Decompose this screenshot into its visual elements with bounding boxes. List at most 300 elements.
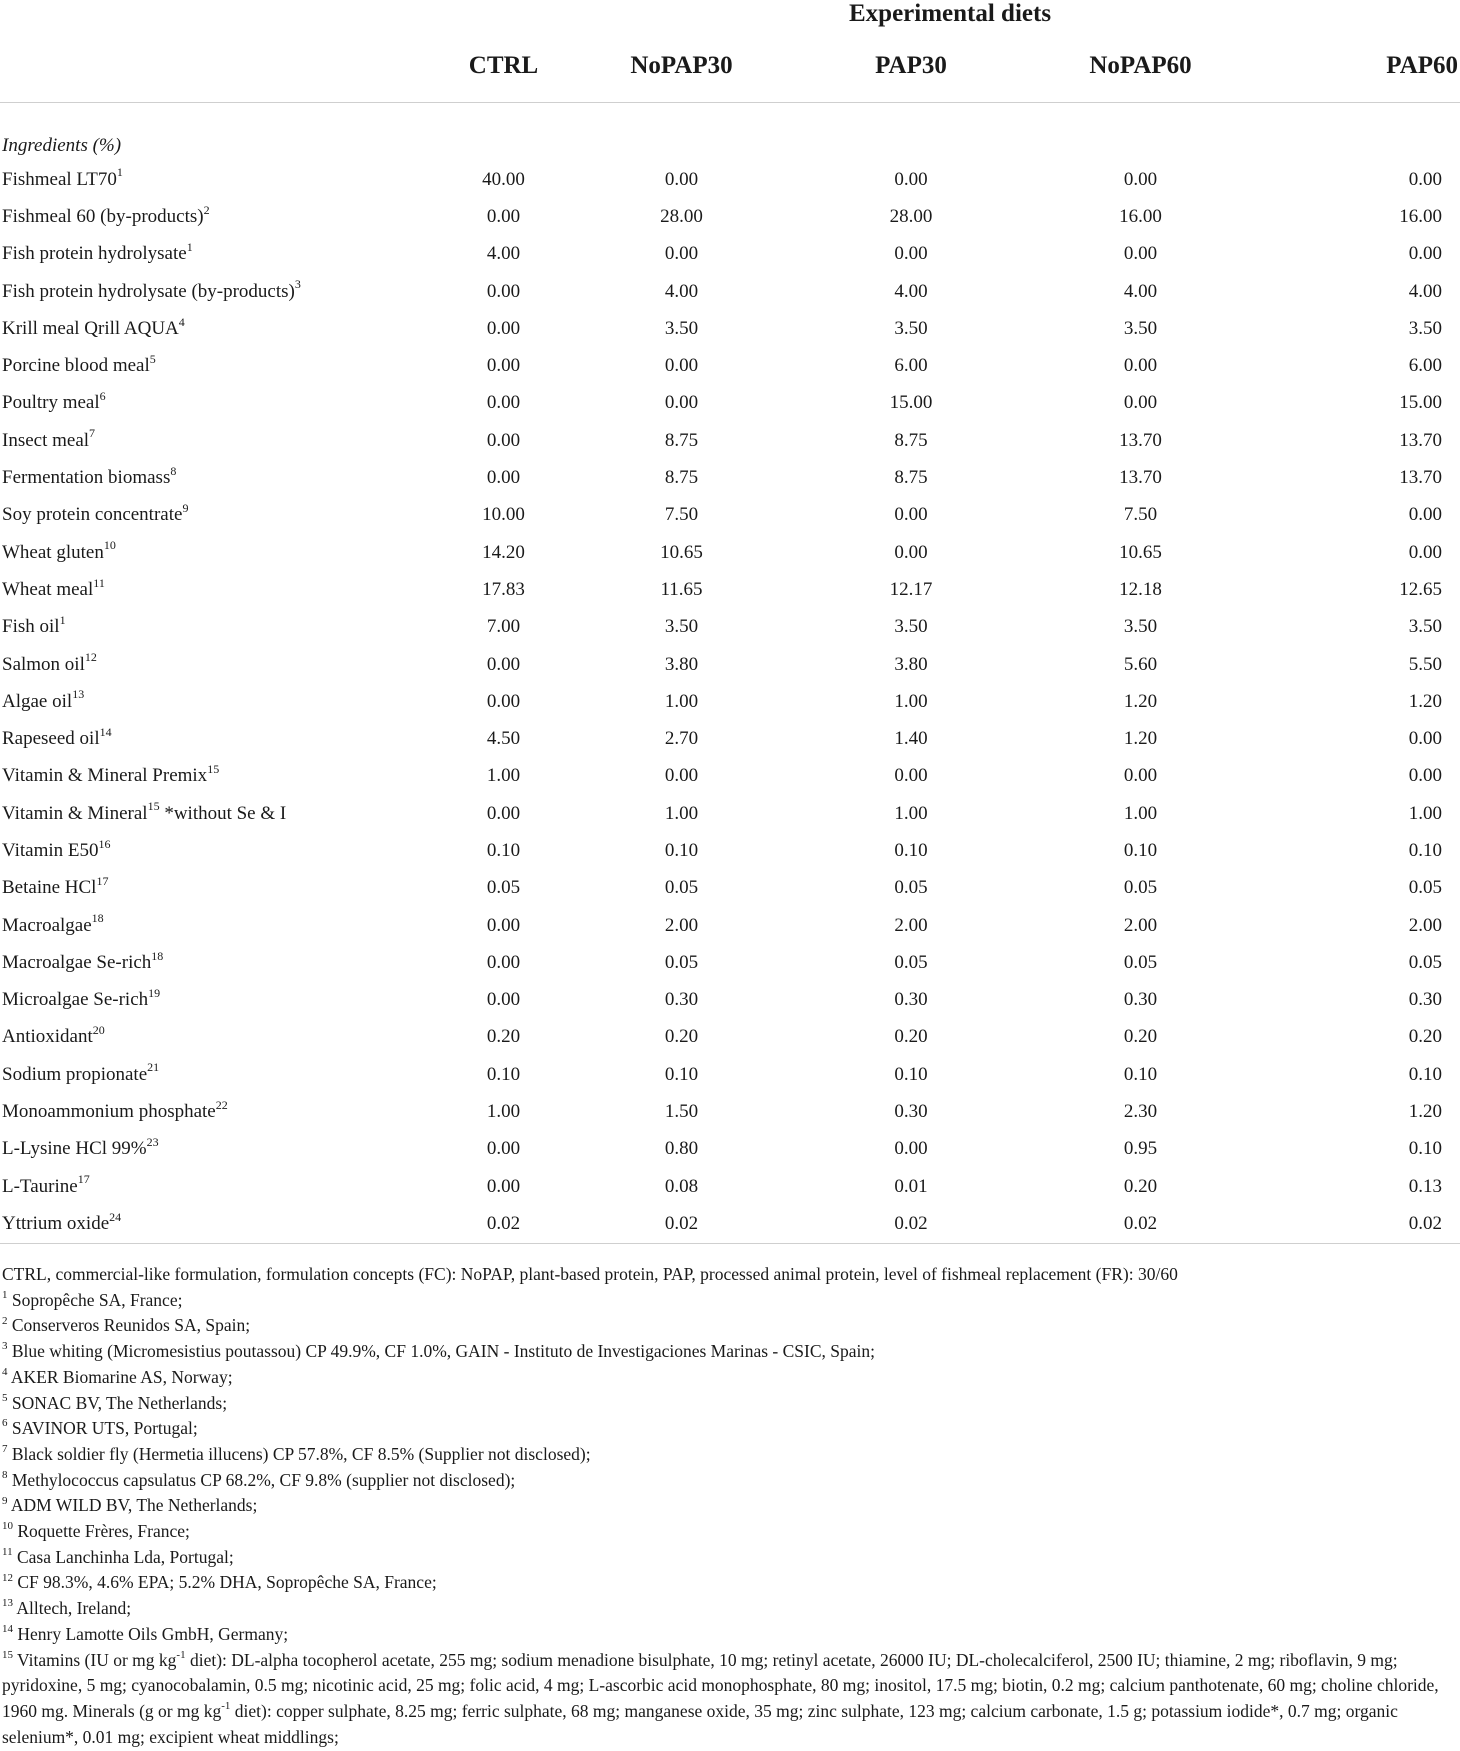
footnote-mark: 9 — [182, 500, 189, 515]
table-row — [0, 236, 1460, 273]
value-cell-pap30: 12.17 — [889, 578, 933, 600]
value-cell-pap30: 3.50 — [894, 616, 928, 638]
footnote-mark: 18 — [91, 911, 104, 926]
value-cell-nopap60: 10.65 — [1119, 541, 1162, 563]
footnote-number: 7 — [2, 1443, 8, 1456]
value-cell-nopap60: 0.00 — [1123, 168, 1158, 190]
ingredient-name: Wheat meal — [2, 578, 94, 600]
value-cell-pap60: 13.70 — [1399, 467, 1443, 489]
table-row — [0, 907, 1460, 944]
value-cell-nopap60: 4.00 — [1123, 280, 1158, 302]
value-cell-ctrl: 0.00 — [486, 914, 521, 936]
value-cell-ctrl: 0.00 — [486, 802, 521, 824]
footnote-text: Alltech, Ireland; — [13, 1598, 132, 1619]
value-cell-pap60: 13.70 — [1399, 429, 1443, 451]
group-header-experimental-diets: Experimental diets — [848, 0, 1052, 27]
value-cell-pap60: 0.13 — [1408, 1175, 1443, 1197]
abbreviations-note: CTRL, commercial-like formulation, formulation concepts (FC): NoPAP, plant-based protein, PAP, processed animal protein, level of fishmeal replacement (FR): 30/60 — [2, 1264, 1178, 1284]
value-cell-pap60: 0.00 — [1408, 504, 1443, 526]
footnote-mark: 15 — [207, 762, 220, 777]
value-cell-pap30: 1.40 — [894, 728, 928, 750]
value-cell-nopap60: 7.50 — [1123, 504, 1158, 526]
table-row — [0, 1131, 1460, 1168]
value-cell-pap30: 0.20 — [894, 1026, 928, 1048]
footnote-8 — [2, 1468, 1457, 1494]
footnote-mark: 21 — [147, 1060, 160, 1075]
footnote-mark: 12 — [84, 650, 97, 665]
value-cell-nopap60: 0.10 — [1123, 1063, 1158, 1085]
value-cell-nopap30: 0.00 — [664, 168, 699, 190]
footnote-text: Blue whiting (Micromesistius poutassou) CP 49.9%, CF 1.0%, GAIN - Instituto de Investigaciones Marinas - CSIC, Spain; — [7, 1341, 875, 1362]
footnote-mark: 22 — [215, 1097, 228, 1112]
footnote-1 — [2, 1288, 1457, 1314]
footnote-mark: 8 — [170, 463, 177, 478]
footnote-text: SONAC BV, The Netherlands; — [7, 1392, 228, 1413]
footnote-10 — [2, 1519, 1457, 1545]
footnote-5 — [2, 1391, 1457, 1417]
table-row — [0, 870, 1460, 907]
column-header-ctrl: CTRL — [440, 30, 567, 103]
footnote-text-part2: diet): DL-alpha tocopherol acetate, 255 mg; sodium menadione bisulphate, 10 mg; retinyl acetate, 26000 IU; DL-cholecalciferol, 2500 IU; thiamine, 2 mg; riboflavin, 9 mg; pyridoxine, 5 mg; cyanocobalamin, 0.5 mg; nicotinic acid, 25 mg; folic acid, 4 mg; L-ascorbic acid monophosphate, 80 mg; inositol, 17.5 mg; biotin, 0.2 mg; calcium panthotenate, 60 mg; choline chloride, 1960 mg. Minerals (g or mg kg — [2, 1649, 1439, 1721]
value-cell-ctrl: 0.20 — [486, 1026, 521, 1048]
footnote-text: SAVINOR UTS, Portugal; — [7, 1418, 198, 1439]
value-cell-nopap30: 1.00 — [664, 690, 699, 712]
value-cell-nopap30: 2.00 — [664, 914, 699, 936]
ingredient-name: Wheat gluten — [2, 541, 104, 563]
value-cell-ctrl: 0.00 — [486, 355, 521, 377]
table-row — [0, 1093, 1460, 1130]
footnote-14 — [2, 1622, 1457, 1648]
value-cell-nopap30: 0.02 — [567, 1205, 796, 1243]
table-row — [0, 944, 1460, 981]
section-label-ingredients: Ingredients (%) — [2, 135, 122, 156]
footnote-number: 3 — [2, 1340, 8, 1353]
footnote-13 — [2, 1596, 1457, 1622]
value-cell-ctrl: 0.10 — [486, 839, 521, 861]
ingredient-name: Vitamin & Mineral Premix — [2, 765, 208, 787]
value-cell-nopap60: 5.60 — [1123, 653, 1158, 675]
footnote-9 — [2, 1493, 1457, 1519]
table-row — [0, 385, 1460, 422]
value-cell-pap60: 0.05 — [1408, 951, 1443, 973]
value-cell-ctrl: 0.02 — [440, 1205, 567, 1243]
ingredient-name-cell — [0, 1205, 440, 1243]
ingredient-name: Algae oil — [2, 690, 73, 712]
ingredient-name: Krill meal Qrill AQUA — [2, 317, 179, 339]
table-footnotes — [2, 1262, 1457, 1750]
column-header-pap60: PAP60 — [1255, 30, 1460, 103]
value-cell-ctrl: 7.00 — [486, 616, 521, 638]
table-row — [0, 795, 1460, 832]
ingredient-name-cell — [0, 198, 440, 235]
value-cell-pap60: 16.00 — [1399, 205, 1443, 227]
value-cell-nopap30: 0.10 — [664, 839, 699, 861]
value-cell-nopap60: 1.00 — [1123, 802, 1158, 824]
value-cell-pap60: 3.50 — [1408, 616, 1443, 638]
value-cell-ctrl: 4.50 — [486, 728, 521, 750]
value-cell-pap30: 28.00 — [889, 205, 933, 227]
value-cell-pap30: 0.10 — [894, 1063, 928, 1085]
ingredient-name-cell — [0, 646, 440, 683]
value-cell-pap30: 0.02 — [796, 1205, 1026, 1243]
value-cell-nopap30: 8.75 — [664, 467, 699, 489]
ingredient-name-cell — [0, 422, 440, 459]
value-cell-nopap60: 0.00 — [1123, 765, 1158, 787]
footnote-mark: 3 — [294, 277, 301, 292]
footnote-mark: 17 — [96, 873, 109, 888]
footnote-number: 2 — [2, 1314, 8, 1327]
ingredient-name-cell — [0, 683, 440, 720]
table-row — [0, 534, 1460, 571]
footnote-text: Casa Lanchinha Lda, Portugal; — [12, 1546, 234, 1567]
footnote-number: 5 — [2, 1391, 8, 1404]
ingredient-name-cell — [0, 385, 440, 422]
footnote-7 — [2, 1442, 1457, 1468]
ingredient-name-cell — [0, 1131, 440, 1168]
value-cell-nopap60: 3.50 — [1123, 317, 1158, 339]
footnote-number: 10 — [2, 1520, 13, 1533]
table-row — [0, 273, 1460, 310]
ingredient-name: Rapeseed oil — [2, 728, 100, 750]
footnote-mark: 19 — [148, 985, 161, 1000]
ingredient-name-cell — [0, 1168, 440, 1205]
footnote-mark: 6 — [99, 389, 106, 404]
value-cell-pap60: 0.00 — [1408, 243, 1443, 265]
ingredient-name-cell — [0, 571, 440, 608]
value-cell-ctrl: 0.00 — [486, 1138, 521, 1160]
footnote-text-part3: diet): copper sulphate, 8.25 mg; ferric sulphate, 68 mg; manganese oxide, 35 mg; zinc sulphate, 123 mg; calcium carbonate, 1.5 g; potassium iodide*, 0.7 mg; organic selenium*, 0.01 mg; excipient wheat middlings; — [2, 1700, 1398, 1747]
value-cell-ctrl: 0.10 — [486, 1063, 521, 1085]
value-cell-pap60: 4.00 — [1408, 280, 1443, 302]
value-cell-pap30: 2.00 — [894, 914, 928, 936]
value-cell-ctrl: 0.00 — [486, 653, 521, 675]
ingredient-name-cell — [0, 1093, 440, 1130]
value-cell-ctrl: 10.00 — [482, 504, 525, 526]
value-cell-ctrl: 0.00 — [486, 280, 521, 302]
group-header-spacer — [0, 0, 440, 30]
value-cell-pap60: 0.00 — [1408, 765, 1443, 787]
value-cell-pap30: 8.75 — [894, 429, 928, 451]
ingredient-name: Fish protein hydrolysate — [2, 243, 187, 265]
value-cell-nopap30: 3.50 — [664, 317, 699, 339]
value-cell-pap30: 0.10 — [894, 839, 928, 861]
value-cell-ctrl: 1.00 — [486, 765, 521, 787]
table-row — [0, 758, 1460, 795]
ingredient-name: Fishmeal 60 (by-products) — [2, 205, 204, 227]
ingredient-name-cell — [0, 310, 440, 347]
ingredient-name-cell — [0, 832, 440, 869]
value-cell-ctrl: 0.00 — [486, 392, 521, 414]
value-cell-pap30: 0.05 — [894, 877, 928, 899]
value-cell-nopap60: 0.05 — [1123, 951, 1158, 973]
value-cell-nopap30: 1.00 — [664, 802, 699, 824]
ingredient-name: Vitamin & Mineral — [2, 802, 148, 824]
value-cell-ctrl: 0.00 — [486, 317, 521, 339]
ingredient-name-cell — [0, 236, 440, 273]
value-cell-nopap60: 13.70 — [1119, 429, 1162, 451]
value-cell-pap30: 4.00 — [894, 280, 928, 302]
ingredient-name: Macroalgae Se-rich — [2, 951, 152, 973]
value-cell-pap30: 0.30 — [894, 1101, 928, 1123]
ingredient-name: Fish protein hydrolysate (by-products) — [2, 280, 295, 302]
table-row — [0, 609, 1460, 646]
ingredient-name-cell — [0, 758, 440, 795]
footnote-mark: 24 — [109, 1209, 122, 1224]
value-cell-nopap60: 0.20 — [1123, 1175, 1158, 1197]
ingredient-name: Monoammonium phosphate — [2, 1101, 216, 1123]
value-cell-ctrl: 0.00 — [486, 429, 521, 451]
ingredient-name: Soy protein concentrate — [2, 504, 183, 526]
value-cell-nopap30: 0.00 — [664, 392, 699, 414]
value-cell-pap60: 5.50 — [1408, 653, 1443, 675]
value-cell-pap30: 0.00 — [894, 765, 928, 787]
footnote-number: 14 — [2, 1623, 13, 1636]
value-cell-ctrl: 1.00 — [486, 1101, 521, 1123]
value-cell-pap60: 0.00 — [1408, 728, 1443, 750]
ingredient-name-cell — [0, 497, 440, 534]
value-cell-pap60: 0.10 — [1408, 1138, 1443, 1160]
value-cell-nopap30: 0.30 — [664, 989, 699, 1011]
table-row — [0, 459, 1460, 496]
value-cell-nopap30: 28.00 — [660, 205, 703, 227]
value-cell-ctrl: 0.00 — [486, 989, 521, 1011]
ingredient-name-cell — [0, 273, 440, 310]
footnote-number: 6 — [2, 1417, 8, 1430]
value-cell-nopap60: 2.30 — [1123, 1101, 1158, 1123]
ingredient-name-cell — [0, 347, 440, 384]
footnote-number: 9 — [2, 1494, 8, 1507]
value-cell-nopap60: 0.00 — [1123, 392, 1158, 414]
footnote-12 — [2, 1570, 1457, 1596]
value-cell-pap60: 1.20 — [1408, 690, 1443, 712]
value-cell-nopap30: 0.80 — [664, 1138, 699, 1160]
value-cell-nopap30: 7.50 — [664, 504, 699, 526]
value-cell-nopap30: 4.00 — [664, 280, 699, 302]
table-row — [0, 683, 1460, 720]
ingredient-name: Antioxidant — [2, 1026, 93, 1048]
footnote-mark: 15 — [147, 799, 160, 814]
footnote-text: CF 98.3%, 4.6% EPA; 5.2% DHA, Sopropêche SA, France; — [13, 1572, 437, 1593]
footnote-text: Conserveros Reunidos SA, Spain; — [7, 1315, 251, 1336]
value-cell-ctrl: 40.00 — [482, 168, 525, 190]
group-header-row — [0, 0, 1460, 30]
section-row — [0, 103, 1460, 162]
ingredient-name-cell — [0, 944, 440, 981]
value-cell-nopap60: 0.10 — [1123, 839, 1158, 861]
value-cell-pap30: 0.00 — [894, 1138, 928, 1160]
ingredient-name: L-Lysine HCl 99% — [2, 1138, 147, 1160]
footnote-text: ADM WILD BV, The Netherlands; — [7, 1495, 258, 1516]
value-cell-nopap60: 1.20 — [1123, 690, 1158, 712]
table-row — [0, 347, 1460, 384]
value-cell-nopap30: 0.00 — [664, 355, 699, 377]
value-cell-pap60: 0.02 — [1255, 1205, 1460, 1243]
value-cell-ctrl: 4.00 — [486, 243, 521, 265]
value-cell-pap60: 15.00 — [1399, 392, 1443, 414]
value-cell-nopap30: 0.08 — [664, 1175, 699, 1197]
ingredient-name-cell — [0, 795, 440, 832]
table-row — [0, 1205, 1460, 1243]
ingredient-name-cell — [0, 982, 440, 1019]
footnote-mark: 4 — [178, 314, 185, 329]
value-cell-nopap60: 13.70 — [1119, 467, 1162, 489]
value-cell-nopap60: 0.00 — [1123, 243, 1158, 265]
ingredient-name: Fermentation biomass — [2, 467, 171, 489]
ingredient-name-cell — [0, 1056, 440, 1093]
value-cell-pap30: 3.50 — [894, 317, 928, 339]
footnote-number: 4 — [2, 1365, 8, 1378]
table-row — [0, 571, 1460, 608]
value-cell-nopap60: 1.20 — [1123, 728, 1158, 750]
footnote-mark: 23 — [146, 1135, 159, 1150]
footnote-mark: 18 — [151, 948, 164, 963]
ingredient-name-cell — [0, 534, 440, 571]
value-cell-nopap60: 12.18 — [1119, 578, 1162, 600]
ingredient-name: Fishmeal LT70 — [2, 168, 117, 190]
ingredient-name: Microalgae Se-rich — [2, 989, 149, 1011]
value-cell-nopap30: 1.50 — [664, 1101, 699, 1123]
ingredient-name-cell — [0, 1019, 440, 1056]
value-cell-nopap30: 8.75 — [664, 429, 699, 451]
value-cell-ctrl: 0.00 — [486, 951, 521, 973]
ingredient-name-cell — [0, 459, 440, 496]
value-cell-pap60: 1.20 — [1408, 1101, 1443, 1123]
value-cell-pap60: 12.65 — [1399, 578, 1443, 600]
value-cell-pap60: 0.30 — [1408, 989, 1443, 1011]
footnote-number: 11 — [2, 1545, 13, 1558]
table-row — [0, 646, 1460, 683]
footnote-mark: 14 — [99, 724, 112, 739]
value-cell-nopap60: 3.50 — [1123, 616, 1158, 638]
exponent: -1 — [221, 1700, 231, 1713]
table-row — [0, 1019, 1460, 1056]
value-cell-nopap60: 0.20 — [1123, 1026, 1158, 1048]
footnote-text: Methylococcus capsulatus CP 68.2%, CF 9.8% (supplier not disclosed); — [7, 1469, 516, 1490]
footnote-mark: 17 — [77, 1172, 90, 1187]
value-cell-pap30: 0.00 — [894, 168, 928, 190]
table-row — [0, 832, 1460, 869]
column-header-pap30: PAP30 — [796, 30, 1026, 103]
value-cell-pap30: 0.01 — [894, 1175, 928, 1197]
value-cell-nopap60: 0.00 — [1123, 355, 1158, 377]
table-body — [0, 103, 1460, 1244]
ingredient-name: Vitamin E50 — [2, 839, 99, 861]
value-cell-nopap30: 0.20 — [664, 1026, 699, 1048]
table-row — [0, 161, 1460, 198]
value-cell-pap30: 3.80 — [894, 653, 928, 675]
value-cell-ctrl: 17.83 — [482, 578, 525, 600]
value-cell-pap60: 6.00 — [1408, 355, 1443, 377]
ingredient-name: Betaine HCl — [2, 877, 97, 899]
footnote-4 — [2, 1365, 1457, 1391]
ingredient-name-cell — [0, 161, 440, 198]
table-row — [0, 198, 1460, 235]
footnote-mark: 1 — [186, 239, 193, 254]
value-cell-ctrl: 0.00 — [486, 1175, 521, 1197]
value-cell-pap30: 0.05 — [894, 951, 928, 973]
value-cell-ctrl: 0.00 — [486, 690, 521, 712]
value-cell-pap30: 15.00 — [889, 392, 933, 414]
value-cell-nopap30: 10.65 — [660, 541, 703, 563]
ingredient-note: *without Se & I — [159, 802, 287, 824]
table-row — [0, 422, 1460, 459]
value-cell-pap60: 2.00 — [1408, 914, 1443, 936]
ingredient-name-cell — [0, 720, 440, 757]
ingredient-name-cell — [0, 907, 440, 944]
value-cell-pap60: 0.10 — [1408, 839, 1443, 861]
value-cell-pap30: 6.00 — [894, 355, 928, 377]
table-row — [0, 1056, 1460, 1093]
footnote-text: Henry Lamotte Oils GmbH, Germany; — [13, 1623, 289, 1644]
value-cell-nopap30: 0.00 — [664, 243, 699, 265]
table-row — [0, 310, 1460, 347]
footnote-number: 13 — [2, 1597, 13, 1610]
column-header-nopap30: NoPAP30 — [567, 30, 796, 103]
value-cell-nopap30: 0.05 — [664, 951, 699, 973]
value-cell-pap30: 0.30 — [894, 989, 928, 1011]
footnote-mark: 10 — [103, 538, 116, 553]
ingredient-name: L-Taurine — [2, 1175, 78, 1197]
value-cell-pap60: 0.00 — [1408, 168, 1443, 190]
footnote-text: Roquette Frères, France; — [13, 1521, 190, 1542]
value-cell-ctrl: 0.00 — [486, 467, 521, 489]
footnote-number: 15 — [2, 1648, 13, 1661]
footnote-text: AKER Biomarine AS, Norway; — [7, 1366, 233, 1387]
value-cell-ctrl: 0.05 — [486, 877, 521, 899]
table-row — [0, 1168, 1460, 1205]
footnote-mark: 13 — [72, 687, 85, 702]
value-cell-pap30: 0.00 — [894, 504, 928, 526]
footnote-mark: 1 — [116, 165, 123, 180]
value-cell-nopap60: 2.00 — [1123, 914, 1158, 936]
ingredient-name: Macroalgae — [2, 914, 92, 936]
table-row — [0, 982, 1460, 1019]
footnote-mark: 1 — [59, 612, 66, 627]
value-cell-nopap60: 0.30 — [1123, 989, 1158, 1011]
table-row — [0, 720, 1460, 757]
ingredient-name: Poultry meal — [2, 392, 100, 414]
ingredient-name-cell — [0, 870, 440, 907]
value-cell-pap60: 0.00 — [1408, 541, 1443, 563]
ingredient-name: Yttrium oxide — [2, 1212, 110, 1234]
footnote-6 — [2, 1416, 1457, 1442]
value-cell-pap30: 0.00 — [894, 541, 928, 563]
value-cell-nopap30: 0.00 — [664, 765, 699, 787]
column-header-ingredient — [0, 30, 440, 103]
value-cell-pap60: 0.05 — [1408, 877, 1443, 899]
value-cell-pap30: 1.00 — [894, 802, 928, 824]
footnote-number: 8 — [2, 1468, 8, 1481]
footnote-mark: 7 — [89, 426, 96, 441]
footnote-number: 1 — [2, 1288, 8, 1301]
footnote-mark: 11 — [93, 575, 105, 590]
footnote-2 — [2, 1313, 1457, 1339]
value-cell-pap60: 0.20 — [1408, 1026, 1443, 1048]
value-cell-pap60: 1.00 — [1408, 802, 1443, 824]
value-cell-ctrl: 14.20 — [482, 541, 525, 563]
value-cell-pap30: 1.00 — [894, 690, 928, 712]
footnote-mark: 2 — [203, 202, 210, 217]
value-cell-pap30: 8.75 — [894, 467, 928, 489]
value-cell-nopap30: 0.10 — [664, 1063, 699, 1085]
value-cell-pap60: 0.10 — [1408, 1063, 1443, 1085]
value-cell-nopap30: 3.50 — [664, 616, 699, 638]
value-cell-nopap30: 2.70 — [664, 728, 699, 750]
value-cell-pap30: 0.00 — [894, 243, 928, 265]
footnote-3 — [2, 1339, 1457, 1365]
ingredient-name-cell — [0, 609, 440, 646]
footnote-mark: 5 — [149, 351, 156, 366]
